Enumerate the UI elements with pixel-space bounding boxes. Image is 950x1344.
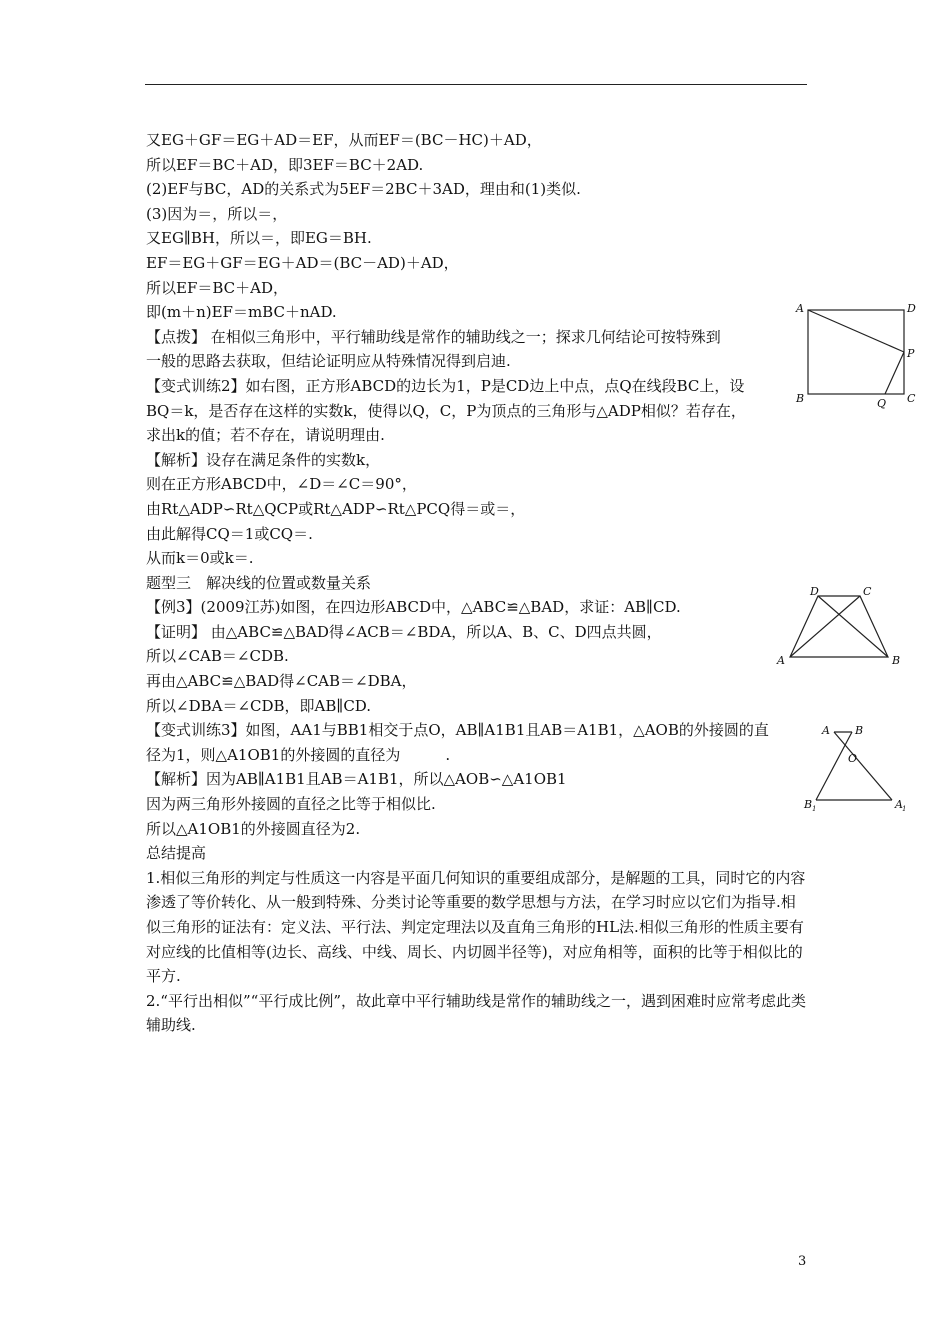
hourglass-figure (800, 722, 910, 818)
label-p: P (907, 347, 915, 360)
text-line: 所以EF＝BC＋AD， (146, 278, 288, 297)
label-b: B (855, 724, 864, 737)
section-heading: 总结提高 (146, 844, 207, 863)
section-heading: 题型三 解决线的位置或数量关系 (146, 573, 372, 592)
text-line: 【点拨】 在相似三角形中，平行辅助线是常作的辅助线之一；探求几何结论可按特殊到 (146, 327, 721, 346)
label-a: A (822, 724, 830, 737)
text-line: 【变式训练2】如右图，正方形ABCD的边长为1，P是CD边上中点，点Q在线段BC上，设 (146, 376, 745, 395)
text-line: 一般的思路去获取，但结论证明应从特殊情况得到启迪. (146, 352, 511, 371)
text-line: 即(m＋n)EF＝mBC＋nAD. (146, 303, 337, 322)
text-line: 【解析】设存在满足条件的实数k， (146, 450, 381, 469)
text-line: BQ＝k，是否存在这样的实数k，使得以Q，C，P为顶点的三角形与△ADP相似？若存在， (146, 401, 746, 420)
text-line: 所以∠DBA＝∠CDB，即AB∥CD. (146, 696, 372, 715)
text-line: 【例3】(2009江苏)如图，在四边形ABCD中，△ABC≌△BAD，求证：AB∥CD. (146, 598, 681, 617)
text-line: 再由△ABC≌△BAD得∠CAB＝∠DBA， (146, 672, 417, 691)
label-a: A (796, 302, 804, 315)
body-text (146, 128, 806, 1038)
text-line: 从而k＝0或k＝. (146, 549, 254, 568)
text-line: EF＝EG＋GF＝EG＋AD＝(BC－AD)＋AD， (146, 253, 459, 272)
text-line: 由Rt△ADP∽Rt△QCP或Rt△ADP∽Rt△PCQ得＝或＝， (146, 499, 526, 518)
label-c: C (907, 392, 916, 405)
label-a: A (777, 654, 785, 667)
text-line: 由此解得CQ＝1或CQ＝. (146, 524, 313, 543)
text-line: 又EG＋GF＝EG＋AD＝EF，从而EF＝(BC－HC)＋AD， (146, 131, 542, 149)
text-line: 径为1，则△A1OB1的外接圆的直径为 . (146, 745, 451, 764)
label-c: C (863, 585, 872, 598)
label-a1-subscript: 1 (902, 805, 907, 813)
header-rule (145, 84, 807, 85)
label-q: Q (877, 397, 887, 410)
label-b1: B (804, 798, 813, 811)
label-d: D (907, 302, 916, 315)
text-line: 则在正方形ABCD中，∠D＝∠C＝90°， (146, 475, 417, 494)
text-line: 因为两三角形外接圆的直径之比等于相似比. (146, 795, 436, 814)
summary-paragraph-2: 2.“平行出相似”“平行成比例”，故此章中平行辅助线是常作的辅助线之一，遇到困难时应常考虑此类辅助线. (146, 991, 806, 1035)
text-line: (2)EF与BC，AD的关系式为5EF＝2BC＋3AD，理由和(1)类似. (146, 180, 581, 199)
text-line: (3)因为＝，所以＝， (146, 204, 288, 223)
text-line: 求出k的值；若不存在，请说明理由. (146, 426, 385, 445)
text-line: 又EG∥BH，所以＝，即EG＝BH. (146, 229, 372, 248)
text-line: 所以△A1OB1的外接圆直径为2. (146, 819, 361, 838)
summary-paragraph-1: 1.相似三角形的判定与性质这一内容是平面几何知识的重要组成部分，是解题的工具，同时它的内容渗透了等价转化、从一般到特殊、分类讨论等重要的数学思想与方法，在学习时应以它们为指导.相似三角形的证法有：定义法、平行法、判定定理法以及直角三角形的HL法.相似三角形的性质主要有对应线的比值相等(边长、高线、中线、周长、内切圆半径等)，对应角相等，面积的比等于相似比的平方. (146, 868, 806, 986)
text-line: 【证明】 由△ABC≌△BAD得∠ACB＝∠BDA，所以A、B、C、D四点共圆， (146, 622, 662, 641)
text-line: 所以EF＝BC＋AD，即3EF＝BC＋2AD. (146, 155, 424, 174)
label-b1-subscript: 1 (812, 805, 817, 813)
text-line: 【解析】因为AB∥A1B1且AB＝A1B1，所以△AOB∽△A1OB1 (146, 770, 567, 789)
trapezoid-figure (770, 582, 915, 670)
page-number: 3 (798, 1254, 807, 1269)
text-line: 所以∠CAB＝∠CDB. (146, 647, 289, 666)
label-d: D (810, 585, 819, 598)
label-b: B (796, 392, 805, 405)
text-line: 【变式训练3】如图，AA1与BB1相交于点O，AB∥A1B1且AB＝A1B1，△AOB的外接圆的直 (146, 721, 769, 740)
label-a1: A (895, 798, 903, 811)
square-figure (790, 296, 920, 412)
label-b: B (892, 654, 901, 667)
label-o: O (848, 752, 858, 765)
